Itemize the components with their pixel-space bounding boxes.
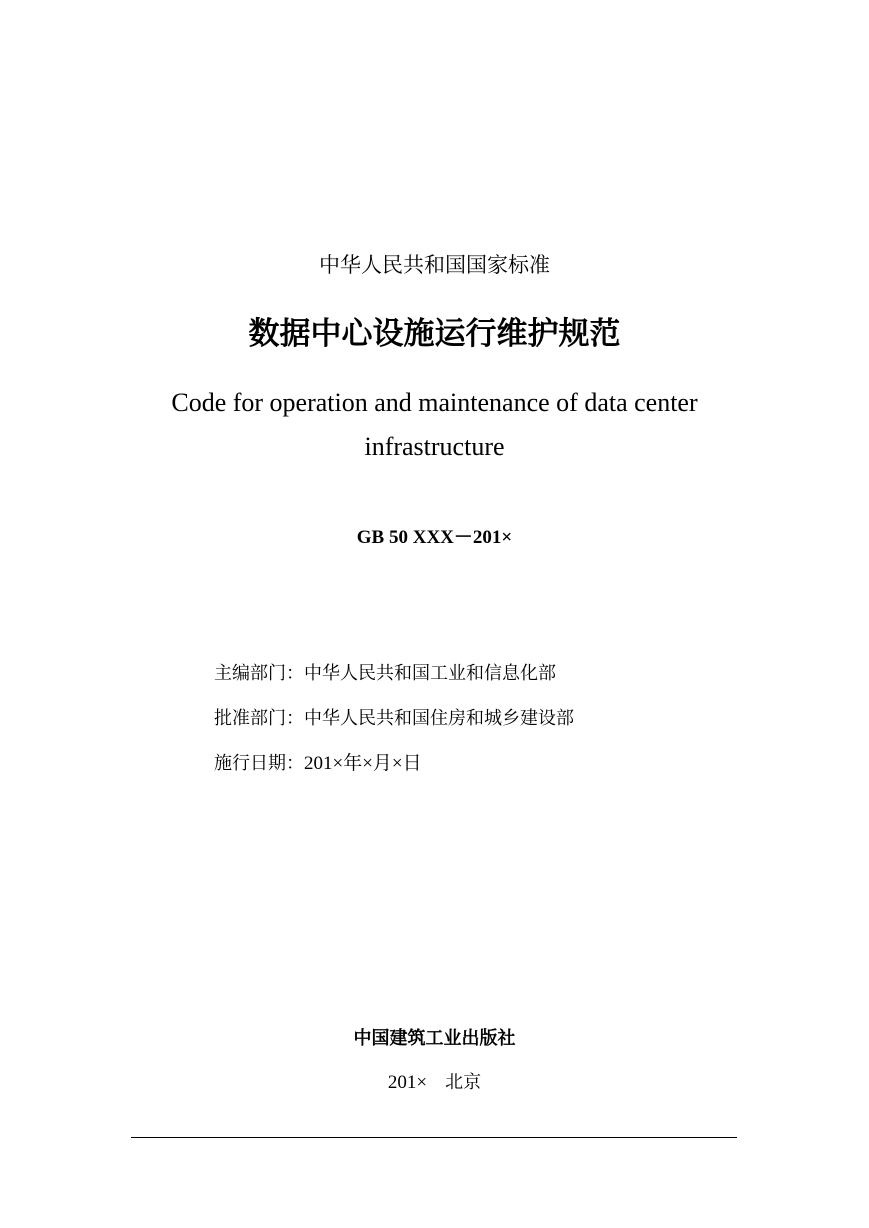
approver-department-row [214,706,574,732]
publisher-year: 201× [387,1072,428,1093]
effective-date-label: 施行日期： [214,753,304,774]
approver-department-label: 批准部门： [214,708,304,729]
publisher-year-city [0,1070,869,1096]
document-title-cn: 数据中心设施运行维护规范 [248,316,621,352]
publisher-city: 北京 [445,1072,482,1093]
editor-department-label: 主编部门： [214,663,304,684]
effective-date-row [214,751,422,777]
editor-department-row [214,661,556,687]
effective-date-value: 201×年×月×日 [304,753,422,774]
national-standard-label: 中华人民共和国国家标准 [319,253,550,277]
document-title-en-line-1: Code for operation and maintenance of data center [171,388,698,417]
editor-department-value: 中华人民共和国工业和信息化部 [304,663,556,684]
standard-code: GB 50 XXX－201× [356,527,513,548]
document-title-en-line-2: infrastructure [364,432,505,461]
publisher-name: 中国建筑工业出版社 [353,1028,516,1049]
approver-department-value: 中华人民共和国住房和城乡建设部 [304,708,574,729]
bottom-divider [131,1137,737,1138]
